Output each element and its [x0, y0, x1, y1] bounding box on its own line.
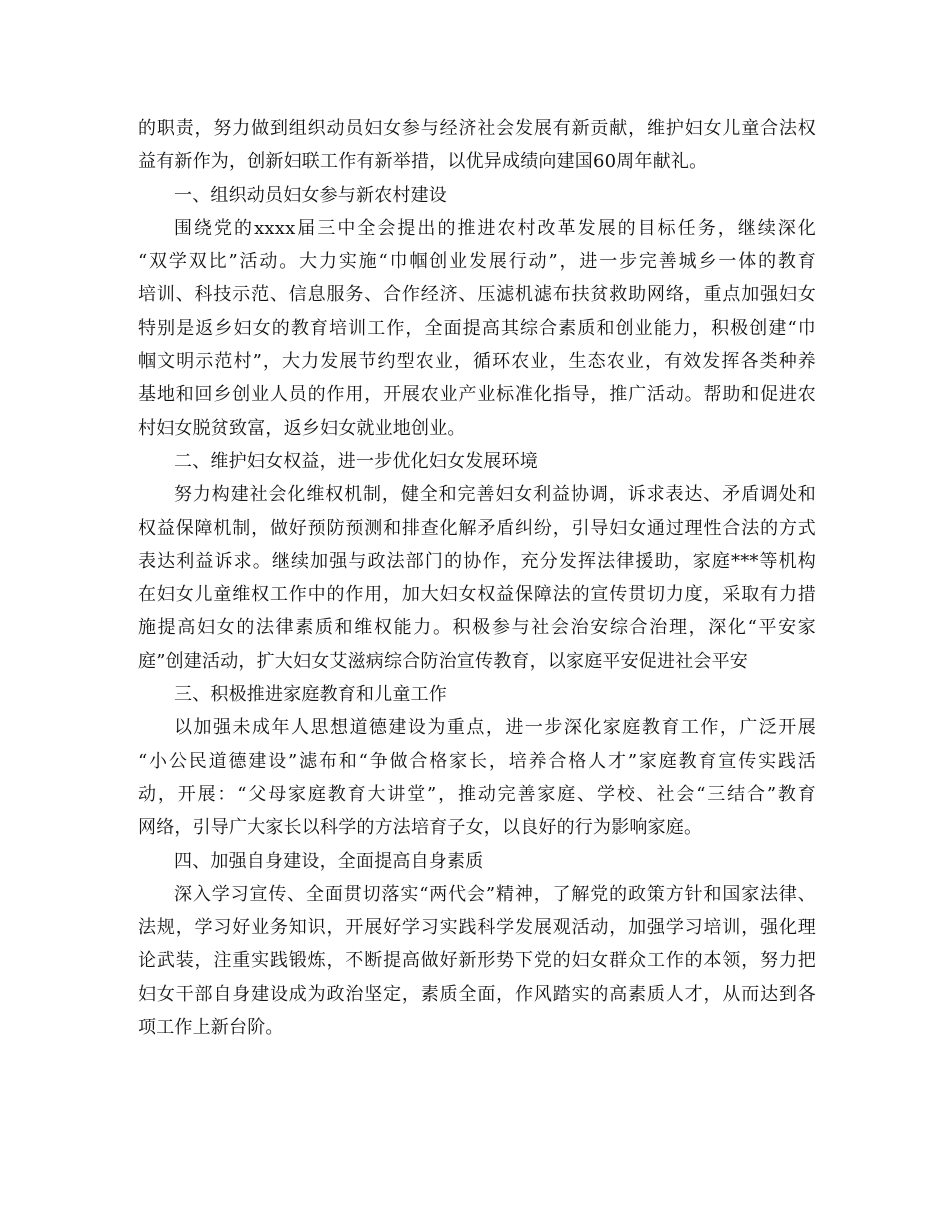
text-line: 妇女干部自身建设成为政治坚定，素质全面，作风踏实的高素质人才，从而达到各: [138, 983, 816, 1005]
text-line: 在妇女儿童维权工作中的作用，加大妇女权益保障法的宣传贯切力度，采取有力措: [138, 584, 816, 606]
text-line: 法规，学习好业务知识，开展好学习实践科学发展观活动，加强学习培训，强化理: [138, 917, 816, 939]
text-line: 基地和回乡创业人员的作用，开展农业产业标准化指导，推广活动。帮助和促进农: [138, 384, 816, 406]
text-line: 动，开展：“父母家庭教育大讲堂”，推动完善家庭、学校、社会“三结合”教育: [138, 783, 816, 805]
text-line: 施提高妇女的法律素质和维权能力。积极参与社会治安综合治理，深化“平安家: [138, 617, 816, 639]
text-line: 村妇女脱贫致富，返乡妇女就业地创业。: [138, 417, 466, 439]
text-line: 特别是返乡妇女的教育培训工作，全面提高其综合素质和创业能力，积极创建“巾: [138, 317, 816, 339]
text-line: 网络，引导广大家长以科学的方法培育子女，以良好的行为影响家庭。: [138, 817, 703, 839]
text-line: 表达利益诉求。继续加强与政法部门的协作，充分发挥法律援助，家庭***等机构: [138, 550, 816, 572]
text-line: 庭”创建活动，扩大妇女艾滋病综合防治宣传教育，以家庭平安促进社会平安: [138, 650, 748, 672]
text-line: “双学双比”活动。大力实施“巾帼创业发展行动”，进一步完善城乡一体的教育: [138, 251, 816, 273]
text-line: 以加强未成年人思想道德建设为重点，进一步深化家庭教育工作，广泛开展: [174, 717, 816, 739]
text-line: 四、加强自身建设，全面提高自身素质: [174, 850, 484, 872]
text-line: 的职责，努力做到组织动员妇女参与经济社会发展有新贡献，维护妇女儿童合法权: [138, 118, 816, 139]
text-line: 培训、科技示范、信息服务、合作经济、压滤机滤布扶贫救助网络，重点加强妇女: [138, 284, 816, 306]
text-line: 三、积极推进家庭教育和儿童工作: [174, 684, 447, 706]
text-line: “小公民道德建设”滤布和“争做合格家长，培养合格人才”家庭教育宣传实践活: [138, 750, 816, 772]
text-line: 深入学习宣传、全面贯切落实“两代会”精神，了解党的政策方针和国家法律、: [174, 883, 816, 905]
text-line: 围绕党的xxxx届三中全会提出的推进农村改革发展的目标任务，继续深化: [174, 217, 816, 239]
text-line: 项工作上新台阶。: [138, 1017, 284, 1039]
text-line: 二、维护妇女权益，进一步优化妇女发展环境: [174, 450, 538, 472]
text-line: 益有新作为，创新妇联工作有新举措，以优异成绩向建国60周年献礼。: [138, 151, 708, 173]
text-line: 帼文明示范村”，大力发展节约型农业，循环农业，生态农业，有效发挥各类种养: [138, 351, 816, 373]
document-body: [138, 112, 816, 1044]
text-line: 一、组织动员妇女参与新农村建设: [174, 184, 447, 206]
text-line: 论武装，注重实践锻炼，不断提高做好新形势下党的妇女群众工作的本领，努力把: [138, 950, 816, 972]
text-line: 权益保障机制，做好预防预测和排查化解矛盾纠纷，引导妇女通过理性合法的方式: [138, 517, 816, 539]
text-line: 努力构建社会化维权机制，健全和完善妇女利益协调，诉求表达、矛盾调处和: [174, 484, 816, 506]
